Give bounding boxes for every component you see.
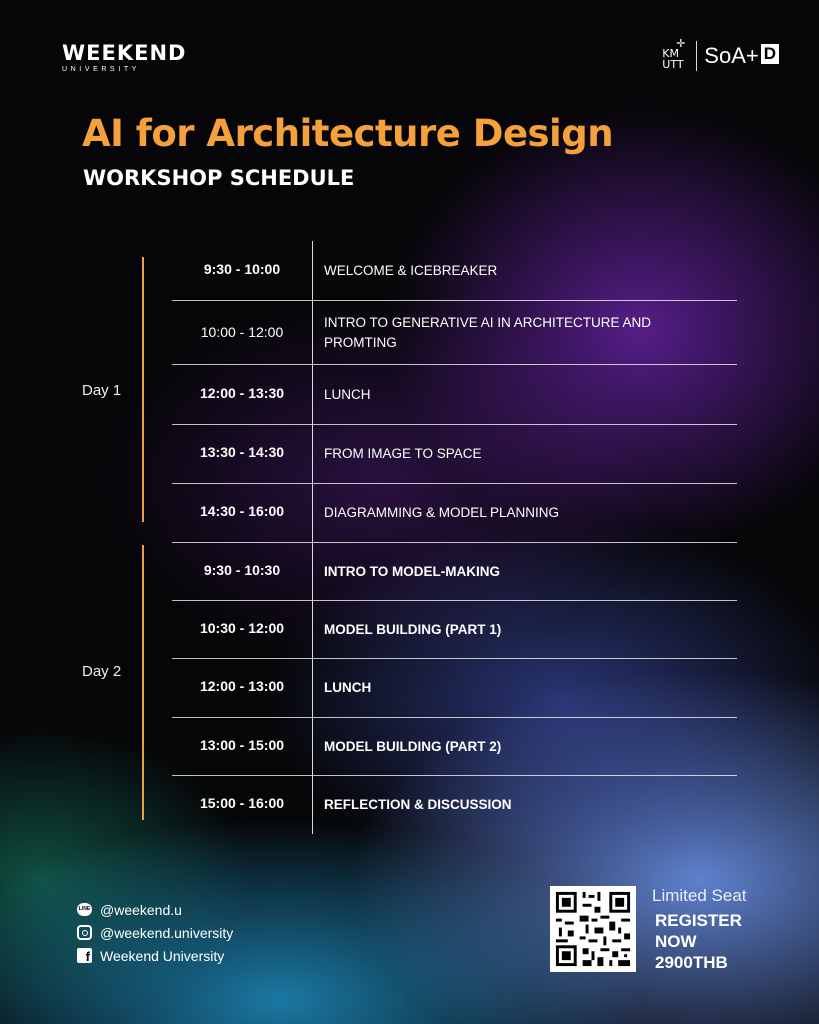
day-1-label: Day 1 — [82, 382, 122, 399]
kmutt-star-icon: ✛ — [676, 37, 686, 50]
session-time: 13:30 - 14:30 — [199, 444, 285, 460]
schedule-column-divider — [312, 241, 313, 834]
session-activity: INTRO TO GENERATIVE AI IN ARCHITECTURE AND PROMTING — [324, 315, 652, 350]
row-separator — [172, 542, 737, 543]
session-activity: MODEL BUILDING (PART 1) — [324, 622, 502, 637]
row-separator — [172, 483, 737, 484]
session-activity: REFLECTION & DISCUSSION — [324, 797, 512, 812]
row-separator — [172, 300, 737, 301]
session-activity: WELCOME & ICEBREAKER — [324, 263, 498, 278]
facebook-handle: Weekend University — [100, 947, 225, 964]
register-now-text[interactable]: NOW — [655, 932, 697, 951]
register-text[interactable]: REGISTER — [655, 911, 742, 930]
logo-name: WEEKEND — [62, 41, 187, 65]
facebook-link[interactable] — [77, 944, 233, 967]
kmutt-bottom: UTT — [662, 58, 684, 71]
session-time: 13:00 - 15:00 — [199, 737, 285, 753]
logo-subtitle: UNIVERSITY — [62, 66, 141, 73]
register-block — [652, 886, 747, 973]
row-separator — [172, 424, 737, 425]
instagram-link[interactable] — [77, 921, 233, 944]
row-separator — [172, 364, 737, 365]
limited-seat-text: Limited Seat — [652, 886, 747, 905]
kmutt-top: KM — [662, 47, 679, 60]
session-time: 15:00 - 16:00 — [199, 795, 285, 811]
instagram-icon — [77, 925, 92, 940]
session-time: 12:00 - 13:30 — [199, 385, 285, 401]
line-icon: LINE — [77, 902, 92, 917]
session-time: 9:30 - 10:00 — [203, 261, 281, 277]
soa-d-badge: D — [761, 44, 779, 64]
session-activity: MODEL BUILDING (PART 2) — [324, 739, 502, 754]
session-activity: LUNCH — [324, 387, 371, 402]
facebook-icon: f — [77, 948, 92, 963]
line-link[interactable] — [77, 898, 233, 921]
page-subtitle: WORKSHOP SCHEDULE — [83, 166, 355, 190]
session-activity: INTRO TO MODEL-MAKING — [324, 564, 500, 579]
day-2-label: Day 2 — [82, 663, 122, 680]
session-activity: LUNCH — [324, 680, 372, 695]
session-activity: FROM IMAGE TO SPACE — [324, 446, 482, 461]
price-text: 2900THB — [655, 953, 728, 972]
day-2-bar — [142, 545, 144, 820]
weekend-university-logo — [62, 41, 187, 74]
soa-logo-text: SoA+ — [704, 43, 759, 68]
session-activity: DIAGRAMMING & MODEL PLANNING — [324, 505, 560, 520]
row-separator — [172, 600, 737, 601]
social-links — [77, 898, 233, 967]
line-handle: @weekend.u — [100, 901, 182, 918]
instagram-handle: @weekend.university — [100, 924, 234, 941]
day-1-bar — [142, 257, 144, 522]
session-time: 9:30 - 10:30 — [203, 562, 281, 578]
logo-divider — [696, 41, 697, 71]
session-time: 12:00 - 13:00 — [199, 678, 285, 694]
page-title: AI for Architecture Design — [82, 112, 614, 155]
row-separator — [172, 658, 737, 659]
partner-logos — [662, 34, 779, 78]
session-time: 10:30 - 12:00 — [199, 620, 285, 636]
row-separator — [172, 717, 737, 718]
qr-code[interactable] — [550, 886, 636, 972]
session-time: 10:00 - 12:00 — [200, 324, 284, 340]
kmutt-logo — [662, 37, 688, 71]
session-time: 14:30 - 16:00 — [199, 503, 285, 519]
row-separator — [172, 775, 737, 776]
